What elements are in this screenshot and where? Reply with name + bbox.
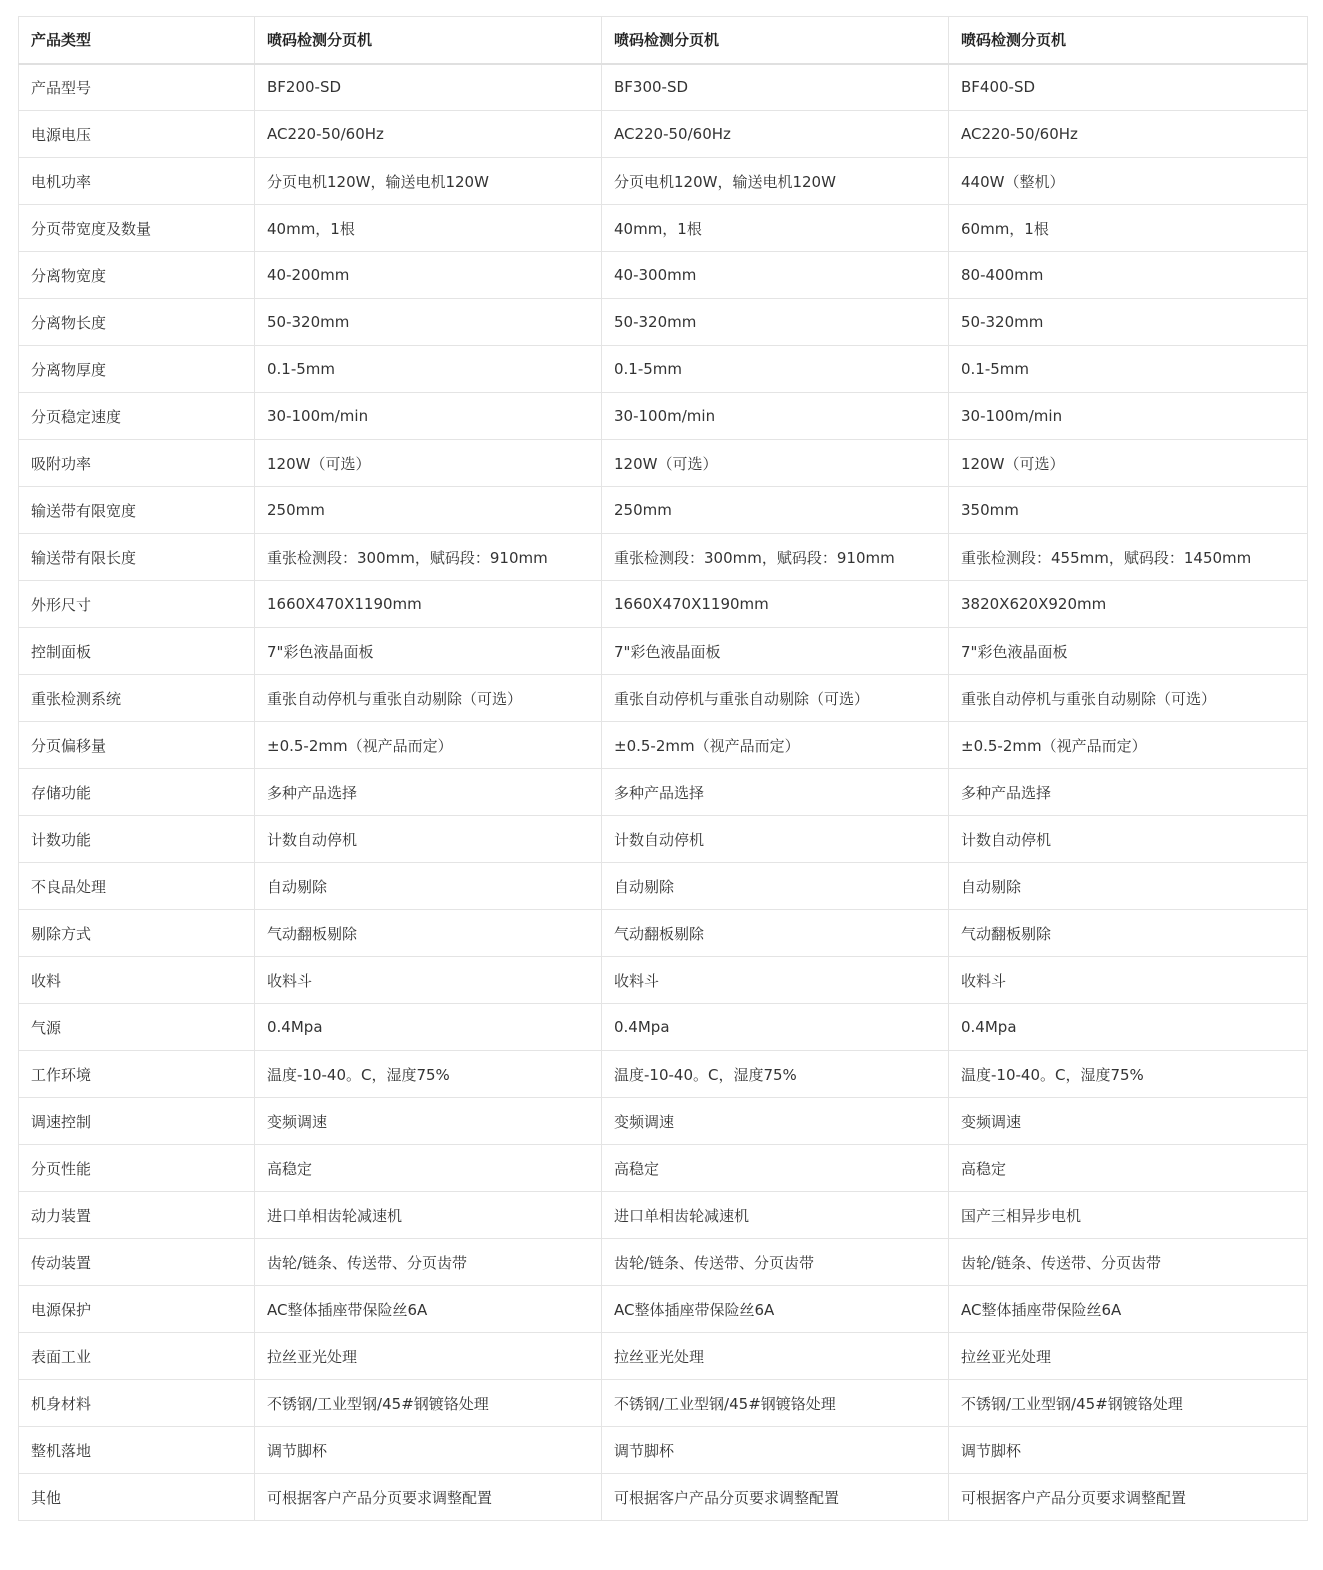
row-label: 分页性能 bbox=[19, 1145, 255, 1192]
cell-model-1: 40-200mm bbox=[255, 252, 602, 299]
cell-model-1: 收料斗 bbox=[255, 957, 602, 1004]
cell-model-2: 0.1-5mm bbox=[602, 346, 949, 393]
cell-model-2: 7"彩色液晶面板 bbox=[602, 628, 949, 675]
cell-model-3: 多种产品选择 bbox=[949, 769, 1308, 816]
table-row bbox=[19, 1380, 1308, 1427]
table-row bbox=[19, 205, 1308, 252]
cell-model-2: 50-320mm bbox=[602, 299, 949, 346]
cell-model-3: 气动翻板剔除 bbox=[949, 910, 1308, 957]
cell-model-3: 50-320mm bbox=[949, 299, 1308, 346]
table-row bbox=[19, 957, 1308, 1004]
cell-model-1: 40mm，1根 bbox=[255, 205, 602, 252]
table-row bbox=[19, 346, 1308, 393]
cell-model-3: 0.4Mpa bbox=[949, 1004, 1308, 1051]
cell-model-1: 自动剔除 bbox=[255, 863, 602, 910]
cell-model-1: 调节脚杯 bbox=[255, 1427, 602, 1474]
cell-model-2: 变频调速 bbox=[602, 1098, 949, 1145]
cell-model-3: 重张自动停机与重张自动剔除（可选） bbox=[949, 675, 1308, 722]
table-row bbox=[19, 816, 1308, 863]
cell-model-1: 重张自动停机与重张自动剔除（可选） bbox=[255, 675, 602, 722]
row-label: 计数功能 bbox=[19, 816, 255, 863]
cell-model-2: 0.4Mpa bbox=[602, 1004, 949, 1051]
cell-model-1: 50-320mm bbox=[255, 299, 602, 346]
row-label: 重张检测系统 bbox=[19, 675, 255, 722]
cell-model-2: 30-100m/min bbox=[602, 393, 949, 440]
row-label: 存储功能 bbox=[19, 769, 255, 816]
header-col-2: 喷码检测分页机 bbox=[602, 17, 949, 64]
cell-model-1: 30-100m/min bbox=[255, 393, 602, 440]
table-row bbox=[19, 111, 1308, 158]
cell-model-1: 0.1-5mm bbox=[255, 346, 602, 393]
cell-model-2: 可根据客户产品分页要求调整配置 bbox=[602, 1474, 949, 1521]
row-label: 电源保护 bbox=[19, 1286, 255, 1333]
cell-model-1: 多种产品选择 bbox=[255, 769, 602, 816]
row-label: 工作环境 bbox=[19, 1051, 255, 1098]
cell-model-2: 重张检测段：300mm，赋码段：910mm bbox=[602, 534, 949, 581]
table-row bbox=[19, 628, 1308, 675]
row-label: 外形尺寸 bbox=[19, 581, 255, 628]
row-label: 整机落地 bbox=[19, 1427, 255, 1474]
table-row bbox=[19, 1098, 1308, 1145]
cell-model-3: 拉丝亚光处理 bbox=[949, 1333, 1308, 1380]
table-row bbox=[19, 299, 1308, 346]
row-label: 分离物宽度 bbox=[19, 252, 255, 299]
cell-model-3: 收料斗 bbox=[949, 957, 1308, 1004]
cell-model-2: 1660X470X1190mm bbox=[602, 581, 949, 628]
cell-model-1: 计数自动停机 bbox=[255, 816, 602, 863]
table-row bbox=[19, 1286, 1308, 1333]
cell-model-2: 不锈钢/工业型钢/45#钢镀铬处理 bbox=[602, 1380, 949, 1427]
table-row bbox=[19, 393, 1308, 440]
cell-model-3: 重张检测段：455mm，赋码段：1450mm bbox=[949, 534, 1308, 581]
cell-model-2: 多种产品选择 bbox=[602, 769, 949, 816]
cell-model-1: 250mm bbox=[255, 487, 602, 534]
cell-model-1: ±0.5-2mm（视产品而定） bbox=[255, 722, 602, 769]
cell-model-3: 7"彩色液晶面板 bbox=[949, 628, 1308, 675]
row-label: 控制面板 bbox=[19, 628, 255, 675]
cell-model-1: 重张检测段：300mm，赋码段：910mm bbox=[255, 534, 602, 581]
header-col-3: 喷码检测分页机 bbox=[949, 17, 1308, 64]
table-row bbox=[19, 910, 1308, 957]
cell-model-3: 120W（可选） bbox=[949, 440, 1308, 487]
cell-model-1: AC整体插座带保险丝6A bbox=[255, 1286, 602, 1333]
table-row bbox=[19, 1333, 1308, 1380]
cell-model-3: AC220-50/60Hz bbox=[949, 111, 1308, 158]
table-row bbox=[19, 1474, 1308, 1521]
row-label: 电机功率 bbox=[19, 158, 255, 205]
header-label: 产品类型 bbox=[19, 17, 255, 64]
row-label: 调速控制 bbox=[19, 1098, 255, 1145]
table-body bbox=[19, 64, 1308, 1521]
cell-model-3: 计数自动停机 bbox=[949, 816, 1308, 863]
cell-model-3: 60mm，1根 bbox=[949, 205, 1308, 252]
cell-model-2: BF300-SD bbox=[602, 64, 949, 111]
cell-model-2: 高稳定 bbox=[602, 1145, 949, 1192]
cell-model-2: 重张自动停机与重张自动剔除（可选） bbox=[602, 675, 949, 722]
row-label: 分离物厚度 bbox=[19, 346, 255, 393]
row-label: 气源 bbox=[19, 1004, 255, 1051]
table-row bbox=[19, 1145, 1308, 1192]
table-row bbox=[19, 1427, 1308, 1474]
cell-model-2: 温度-10-40。C，湿度75% bbox=[602, 1051, 949, 1098]
row-label: 不良品处理 bbox=[19, 863, 255, 910]
cell-model-1: BF200-SD bbox=[255, 64, 602, 111]
table-row bbox=[19, 534, 1308, 581]
cell-model-1: 高稳定 bbox=[255, 1145, 602, 1192]
table-row bbox=[19, 252, 1308, 299]
cell-model-3: 0.1-5mm bbox=[949, 346, 1308, 393]
cell-model-1: 0.4Mpa bbox=[255, 1004, 602, 1051]
cell-model-2: 40mm，1根 bbox=[602, 205, 949, 252]
row-label: 其他 bbox=[19, 1474, 255, 1521]
table-row bbox=[19, 1239, 1308, 1286]
cell-model-3: 温度-10-40。C，湿度75% bbox=[949, 1051, 1308, 1098]
cell-model-2: 拉丝亚光处理 bbox=[602, 1333, 949, 1380]
cell-model-3: 调节脚杯 bbox=[949, 1427, 1308, 1474]
cell-model-1: 可根据客户产品分页要求调整配置 bbox=[255, 1474, 602, 1521]
table-row bbox=[19, 64, 1308, 111]
row-label: 动力装置 bbox=[19, 1192, 255, 1239]
cell-model-1: AC220-50/60Hz bbox=[255, 111, 602, 158]
header-col-1: 喷码检测分页机 bbox=[255, 17, 602, 64]
cell-model-1: 1660X470X1190mm bbox=[255, 581, 602, 628]
table-row bbox=[19, 1004, 1308, 1051]
cell-model-3: 变频调速 bbox=[949, 1098, 1308, 1145]
row-label: 吸附功率 bbox=[19, 440, 255, 487]
cell-model-2: 调节脚杯 bbox=[602, 1427, 949, 1474]
cell-model-3: 350mm bbox=[949, 487, 1308, 534]
row-label: 分离物长度 bbox=[19, 299, 255, 346]
cell-model-3: 80-400mm bbox=[949, 252, 1308, 299]
cell-model-1: 温度-10-40。C，湿度75% bbox=[255, 1051, 602, 1098]
cell-model-3: 国产三相异步电机 bbox=[949, 1192, 1308, 1239]
cell-model-3: BF400-SD bbox=[949, 64, 1308, 111]
cell-model-3: AC整体插座带保险丝6A bbox=[949, 1286, 1308, 1333]
row-label: 剔除方式 bbox=[19, 910, 255, 957]
cell-model-1: 分页电机120W，输送电机120W bbox=[255, 158, 602, 205]
cell-model-3: 440W（整机） bbox=[949, 158, 1308, 205]
table-row bbox=[19, 675, 1308, 722]
cell-model-1: 拉丝亚光处理 bbox=[255, 1333, 602, 1380]
cell-model-2: 气动翻板剔除 bbox=[602, 910, 949, 957]
cell-model-3: ±0.5-2mm（视产品而定） bbox=[949, 722, 1308, 769]
row-label: 产品型号 bbox=[19, 64, 255, 111]
row-label: 分页偏移量 bbox=[19, 722, 255, 769]
cell-model-2: 自动剔除 bbox=[602, 863, 949, 910]
table-header bbox=[19, 17, 1308, 64]
row-label: 分页带宽度及数量 bbox=[19, 205, 255, 252]
cell-model-1: 变频调速 bbox=[255, 1098, 602, 1145]
table-row bbox=[19, 1192, 1308, 1239]
cell-model-2: 40-300mm bbox=[602, 252, 949, 299]
table-row bbox=[19, 769, 1308, 816]
row-label: 机身材料 bbox=[19, 1380, 255, 1427]
table-row bbox=[19, 863, 1308, 910]
table-row bbox=[19, 722, 1308, 769]
table-row bbox=[19, 487, 1308, 534]
cell-model-3: 30-100m/min bbox=[949, 393, 1308, 440]
header-row bbox=[19, 17, 1308, 64]
row-label: 输送带有限宽度 bbox=[19, 487, 255, 534]
cell-model-3: 可根据客户产品分页要求调整配置 bbox=[949, 1474, 1308, 1521]
cell-model-3: 自动剔除 bbox=[949, 863, 1308, 910]
cell-model-2: 分页电机120W，输送电机120W bbox=[602, 158, 949, 205]
cell-model-1: 7"彩色液晶面板 bbox=[255, 628, 602, 675]
row-label: 电源电压 bbox=[19, 111, 255, 158]
cell-model-1: 120W（可选） bbox=[255, 440, 602, 487]
table-row bbox=[19, 581, 1308, 628]
table-row bbox=[19, 1051, 1308, 1098]
cell-model-3: 高稳定 bbox=[949, 1145, 1308, 1192]
row-label: 输送带有限长度 bbox=[19, 534, 255, 581]
cell-model-2: 250mm bbox=[602, 487, 949, 534]
spec-table bbox=[18, 16, 1308, 1521]
cell-model-1: 不锈钢/工业型钢/45#钢镀铬处理 bbox=[255, 1380, 602, 1427]
table-row bbox=[19, 158, 1308, 205]
cell-model-1: 齿轮/链条、传送带、分页齿带 bbox=[255, 1239, 602, 1286]
cell-model-2: 齿轮/链条、传送带、分页齿带 bbox=[602, 1239, 949, 1286]
cell-model-1: 气动翻板剔除 bbox=[255, 910, 602, 957]
cell-model-2: 120W（可选） bbox=[602, 440, 949, 487]
cell-model-3: 齿轮/链条、传送带、分页齿带 bbox=[949, 1239, 1308, 1286]
cell-model-2: 进口单相齿轮减速机 bbox=[602, 1192, 949, 1239]
cell-model-2: 计数自动停机 bbox=[602, 816, 949, 863]
cell-model-1: 进口单相齿轮减速机 bbox=[255, 1192, 602, 1239]
cell-model-2: AC220-50/60Hz bbox=[602, 111, 949, 158]
cell-model-3: 不锈钢/工业型钢/45#钢镀铬处理 bbox=[949, 1380, 1308, 1427]
row-label: 分页稳定速度 bbox=[19, 393, 255, 440]
row-label: 收料 bbox=[19, 957, 255, 1004]
cell-model-3: 3820X620X920mm bbox=[949, 581, 1308, 628]
cell-model-2: AC整体插座带保险丝6A bbox=[602, 1286, 949, 1333]
table-row bbox=[19, 440, 1308, 487]
row-label: 表面工业 bbox=[19, 1333, 255, 1380]
row-label: 传动装置 bbox=[19, 1239, 255, 1286]
cell-model-2: 收料斗 bbox=[602, 957, 949, 1004]
cell-model-2: ±0.5-2mm（视产品而定） bbox=[602, 722, 949, 769]
